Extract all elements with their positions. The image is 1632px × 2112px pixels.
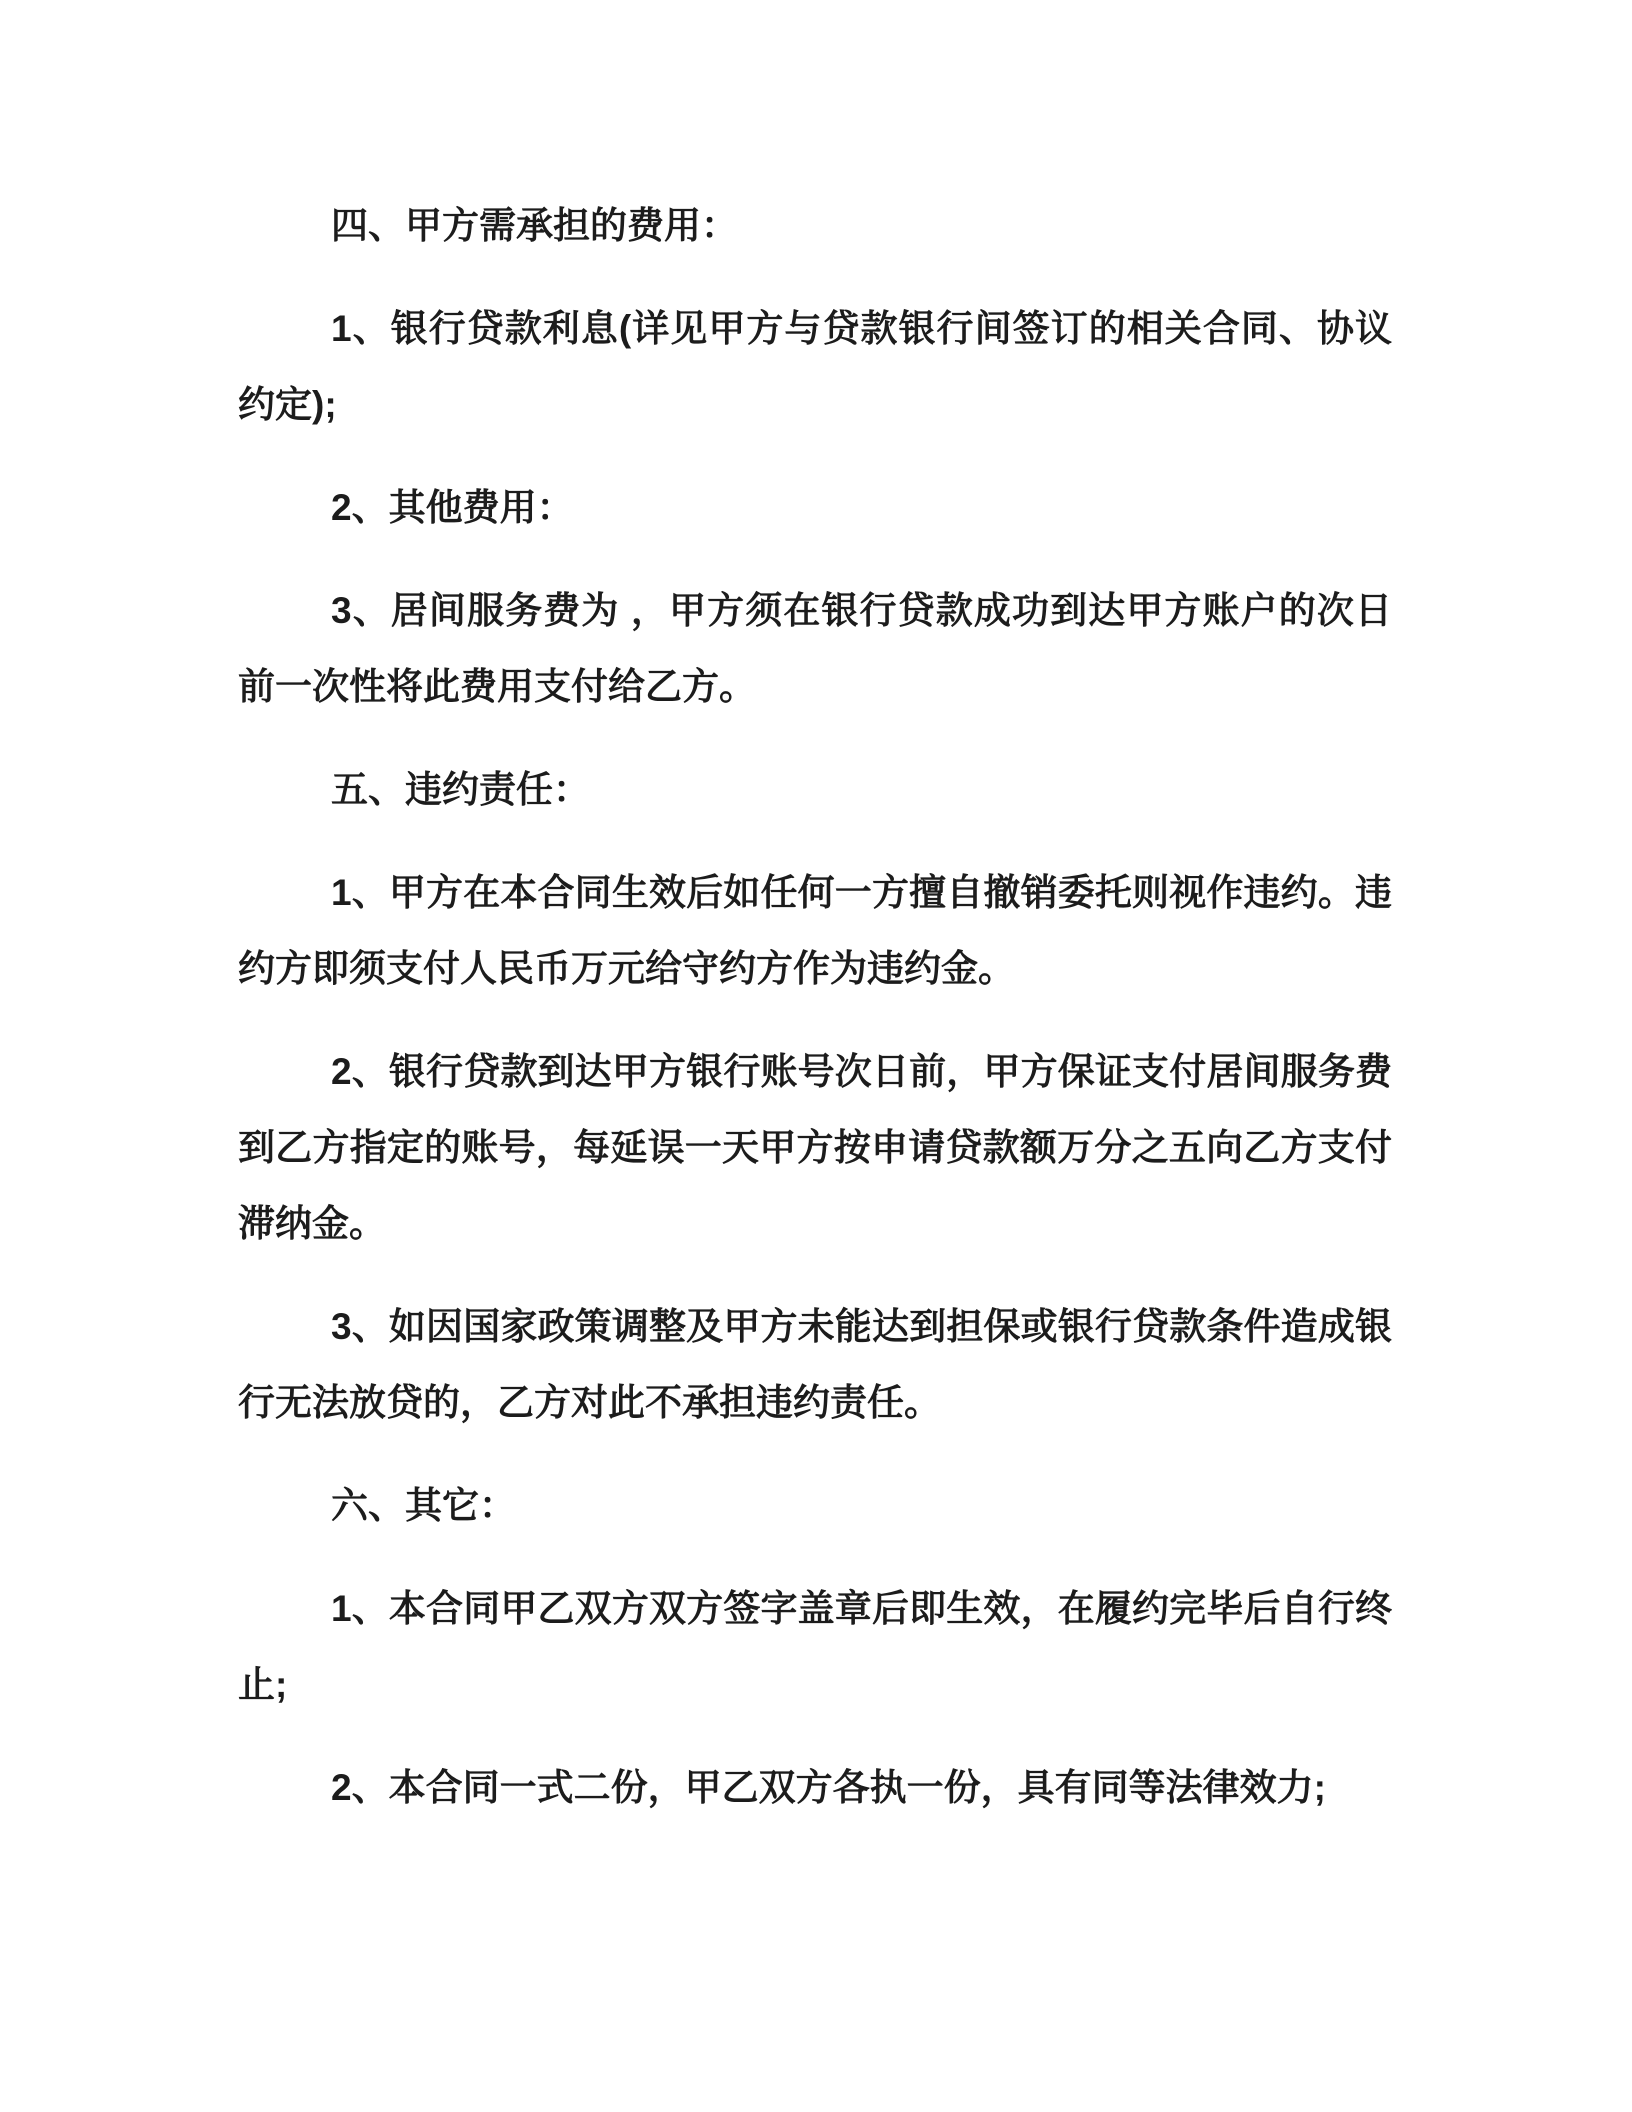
para-6-1: 1、本合同甲乙双方双方签字盖章后即生效，在履约完毕后自行终止; bbox=[238, 1588, 1392, 1705]
para-5-2: 2、银行贷款到达甲方银行账号次日前，甲方保证支付居间服务费到乙方指定的账号，每延误一天甲方按申请贷款额万分之五向乙方支付滞纳金。 bbox=[238, 1051, 1392, 1244]
heading-section-4: 四、甲方需承担的费用： bbox=[331, 205, 738, 246]
heading-section-6: 六、其它： bbox=[331, 1485, 516, 1526]
para-6-2: 2、本合同一式二份，甲乙双方各执一份，具有同等法律效力; bbox=[331, 1767, 1326, 1808]
heading-section-5: 五、违约责任： bbox=[331, 769, 590, 810]
para-4-3: 3、居间服务费为 ，甲方须在银行贷款成功到达甲方账户的次日前一次性将此费用支付给乙方。 bbox=[238, 590, 1392, 707]
para-5-1: 1、甲方在本合同生效后如任何一方擅自撤销委托则视作违约。违约方即须支付人民币万元给守约方作为违约金。 bbox=[238, 872, 1392, 989]
para-5-3: 3、如因国家政策调整及甲方未能达到担保或银行贷款条件造成银行无法放贷的，乙方对此不承担违约责任。 bbox=[238, 1306, 1392, 1423]
para-4-1: 1、银行贷款利息(详见甲方与贷款银行间签订的相关合同、协议约定); bbox=[238, 308, 1392, 425]
para-4-2: 2、其他费用： bbox=[331, 487, 574, 528]
